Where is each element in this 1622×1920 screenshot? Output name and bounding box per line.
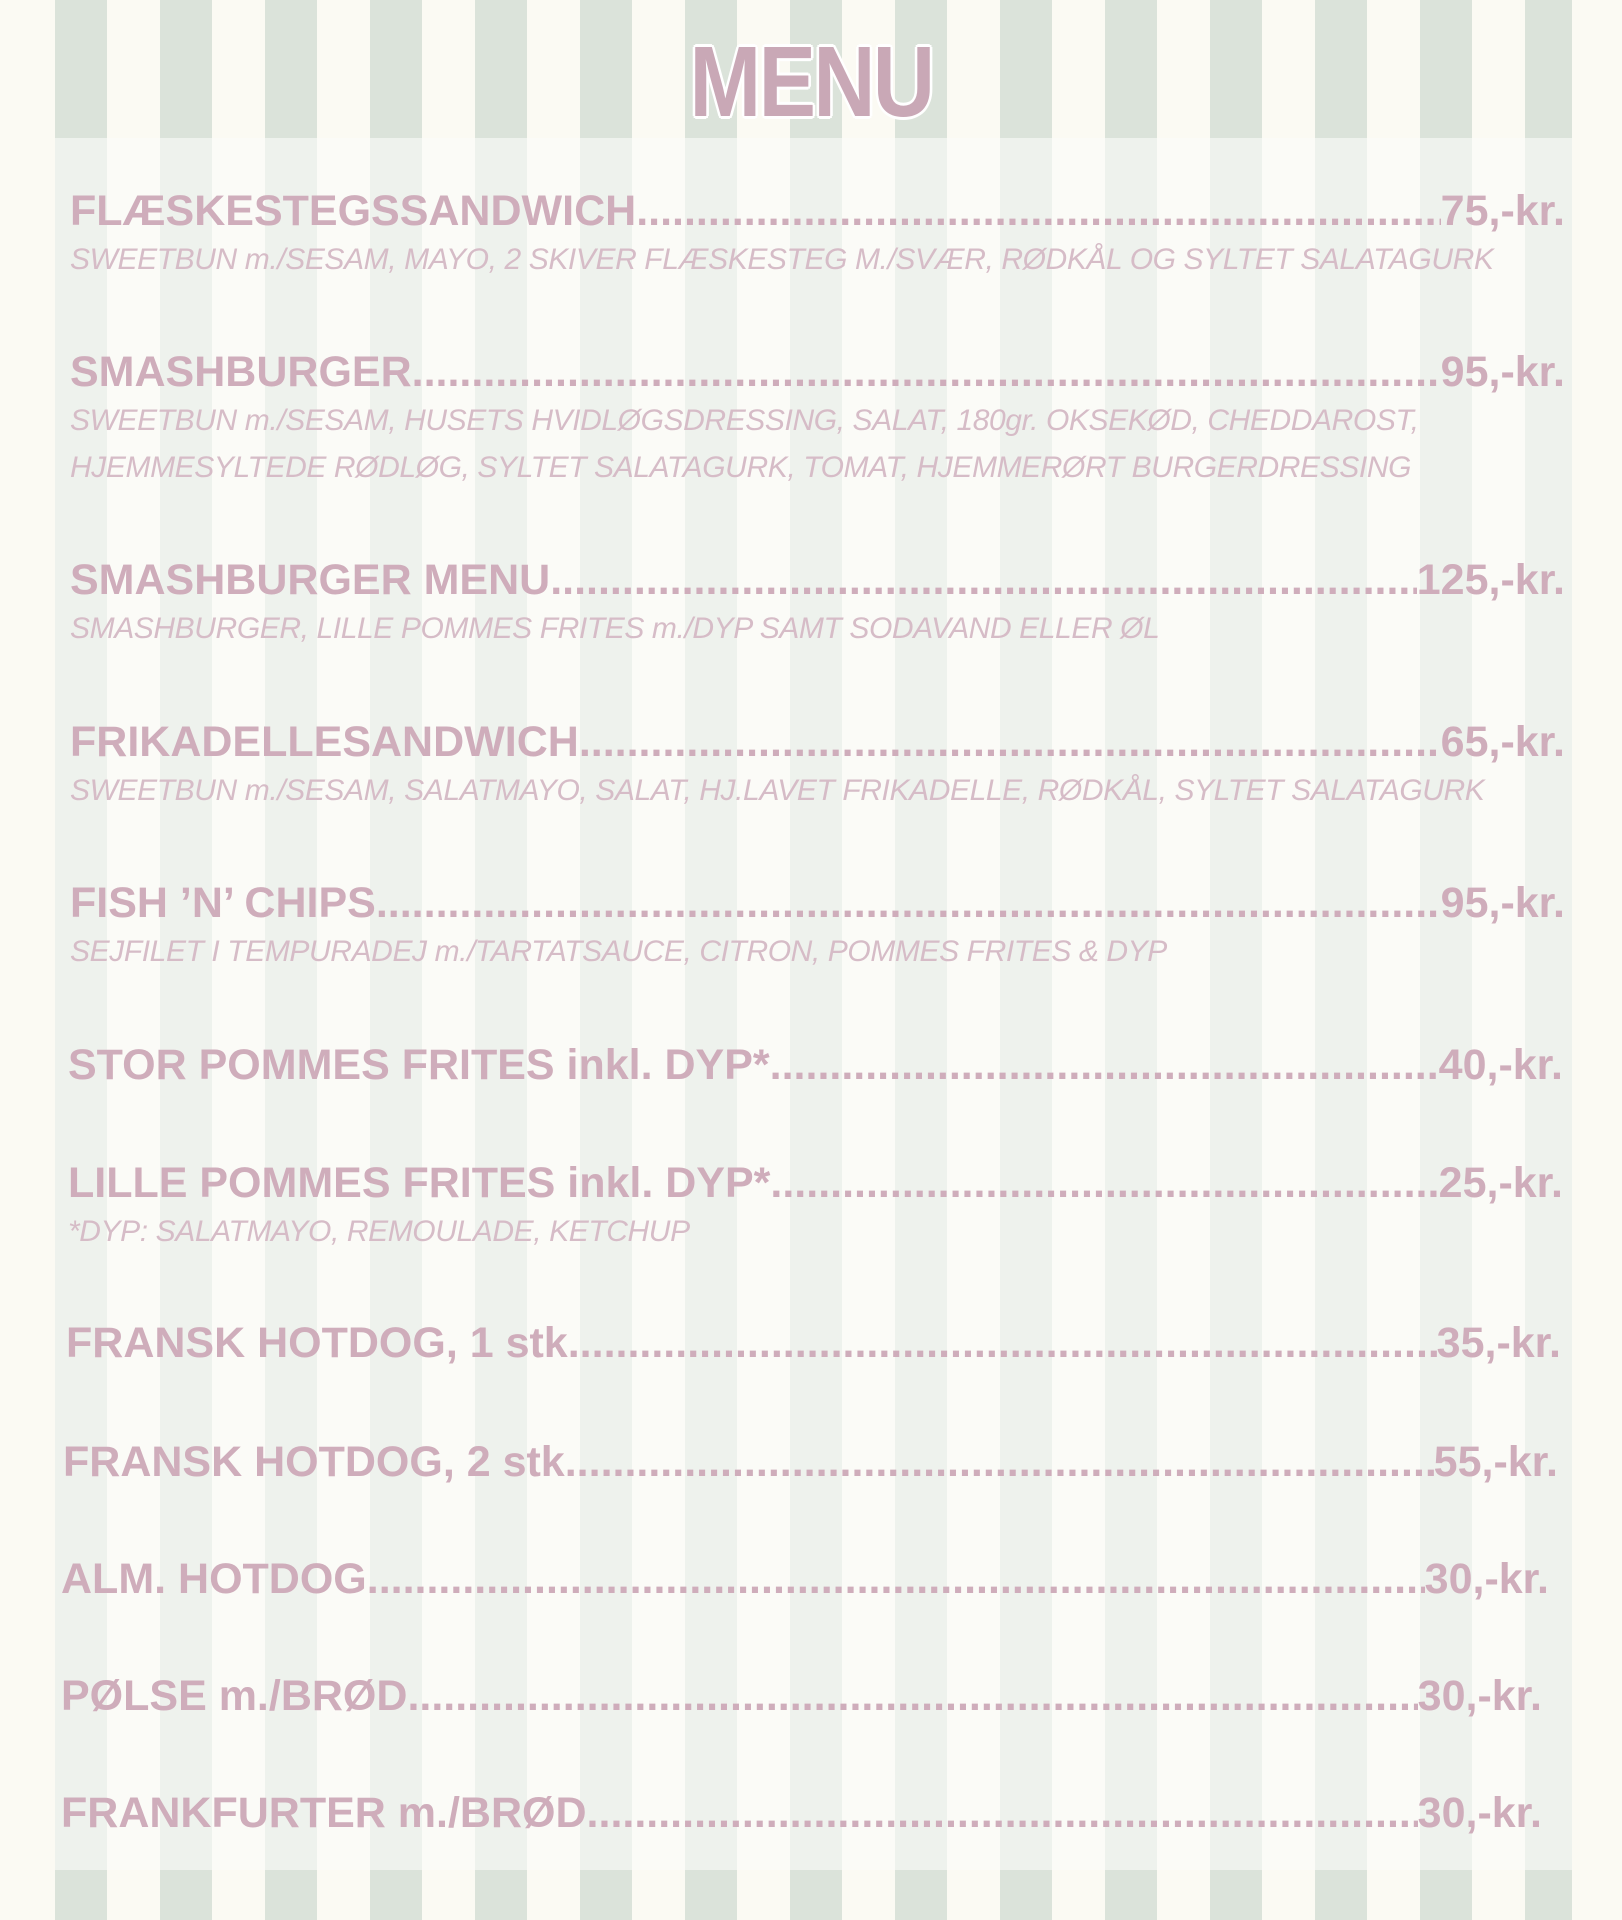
menu-item-name: FLÆSKESTEGSSANDWICH [70,187,637,235]
dot-leader [770,1040,1439,1090]
menu-item [70,717,1565,814]
menu-item-price: 30,-kr. [1424,1555,1549,1603]
menu-item [63,1437,1558,1487]
menu-item-line [61,1554,1549,1604]
dot-leader [587,1788,1418,1838]
menu-item-description: *DYP: SALATMAYO, REMOULADE, KETCHUP [68,1215,690,1248]
dot-leader [376,878,1441,928]
menu-item-line [63,1437,1558,1487]
menu-item [61,1788,1542,1838]
menu-item-name: FRANSK HOTDOG, 1 stk [66,1319,568,1367]
menu-item-name: PØLSE m./BRØD [61,1672,408,1720]
menu-item-name: SMASHBURGER MENU [70,556,551,604]
dot-leader [412,347,1441,397]
menu-item-price: 75,-kr. [1440,187,1565,235]
menu-item-description: SWEETBUN m./SESAM, HUSETS HVIDLØGSDRESSING, SALAT, 180gr. OKSEKØD, CHEDDAROST, [70,404,1419,437]
menu-item-line [66,1318,1561,1368]
dot-leader [367,1554,1425,1604]
menu-item-name: FRANKFURTER m./BRØD [61,1789,587,1837]
dot-leader [568,1318,1437,1368]
menu-item [66,1318,1561,1368]
menu-item-description: HJEMMESYLTEDE RØDLØG, SYLTET SALATAGURK, TOMAT, HJEMMERØRT BURGERDRESSING [70,451,1412,484]
menu-item [70,347,1565,491]
menu-item-line [70,878,1565,928]
menu-item-description: SWEETBUN m./SESAM, MAYO, 2 SKIVER FLÆSKESTEG M./SVÆR, RØDKÅL OG SYLTET SALATAGURK [70,243,1494,276]
menu-item-line [61,1671,1542,1721]
menu-item-line [68,1158,1563,1208]
dot-leader [579,717,1441,767]
menu-item-line [70,555,1565,605]
menu-item-name: FISH ’N’ CHIPS [70,879,376,927]
menu-item-name: FRANSK HOTDOG, 2 stk [63,1438,565,1486]
menu-item-line [61,1788,1542,1838]
dot-leader [636,186,1440,236]
menu-item-name: LILLE POMMES FRITES inkl. DYP* [68,1159,771,1207]
menu-item [70,878,1565,975]
menu-item [61,1554,1549,1604]
dot-leader [565,1437,1434,1487]
menu-item [70,555,1565,652]
menu-item-name: SMASHBURGER [70,348,412,396]
menu-item-price: 65,-kr. [1440,718,1565,766]
menu-item-line [70,186,1565,236]
menu-item-description: SMASHBURGER, LILLE POMMES FRITES m./DYP SAMT SODAVAND ELLER ØL [70,612,1160,645]
menu-item-name: FRIKADELLESANDWICH [70,718,579,766]
menu-item [68,1158,1563,1255]
menu-item-price: 125,-kr. [1416,556,1565,604]
menu-item-name: ALM. HOTDOG [61,1555,367,1603]
menu-item-line [68,1040,1563,1090]
menu-item-price: 30,-kr. [1417,1789,1542,1837]
menu-item-line [70,717,1565,767]
menu-title: MENU [689,26,933,138]
menu-item [68,1040,1563,1090]
menu-item-line [70,347,1565,397]
menu-item-description: SWEETBUN m./SESAM, SALATMAYO, SALAT, HJ.LAVET FRIKADELLE, RØDKÅL, SYLTET SALATAGURK [70,774,1485,807]
menu-item [61,1671,1542,1721]
dot-leader [407,1671,1417,1721]
menu-item-price: 35,-kr. [1436,1319,1561,1367]
menu-item-price: 95,-kr. [1440,348,1565,396]
dot-leader [770,1158,1438,1208]
menu-item [70,186,1565,283]
menu-item-price: 55,-kr. [1433,1438,1558,1486]
menu-item-price: 30,-kr. [1417,1672,1542,1720]
menu-item-price: 40,-kr. [1438,1041,1563,1089]
dot-leader [550,555,1417,605]
menu-item-name: STOR POMMES FRITES inkl. DYP* [68,1041,770,1089]
menu-item-price: 25,-kr. [1438,1159,1563,1207]
menu-item-description: SEJFILET I TEMPURADEJ m./TARTATSAUCE, CITRON, POMMES FRITES & DYP [70,935,1167,968]
menu-item-price: 95,-kr. [1440,879,1565,927]
